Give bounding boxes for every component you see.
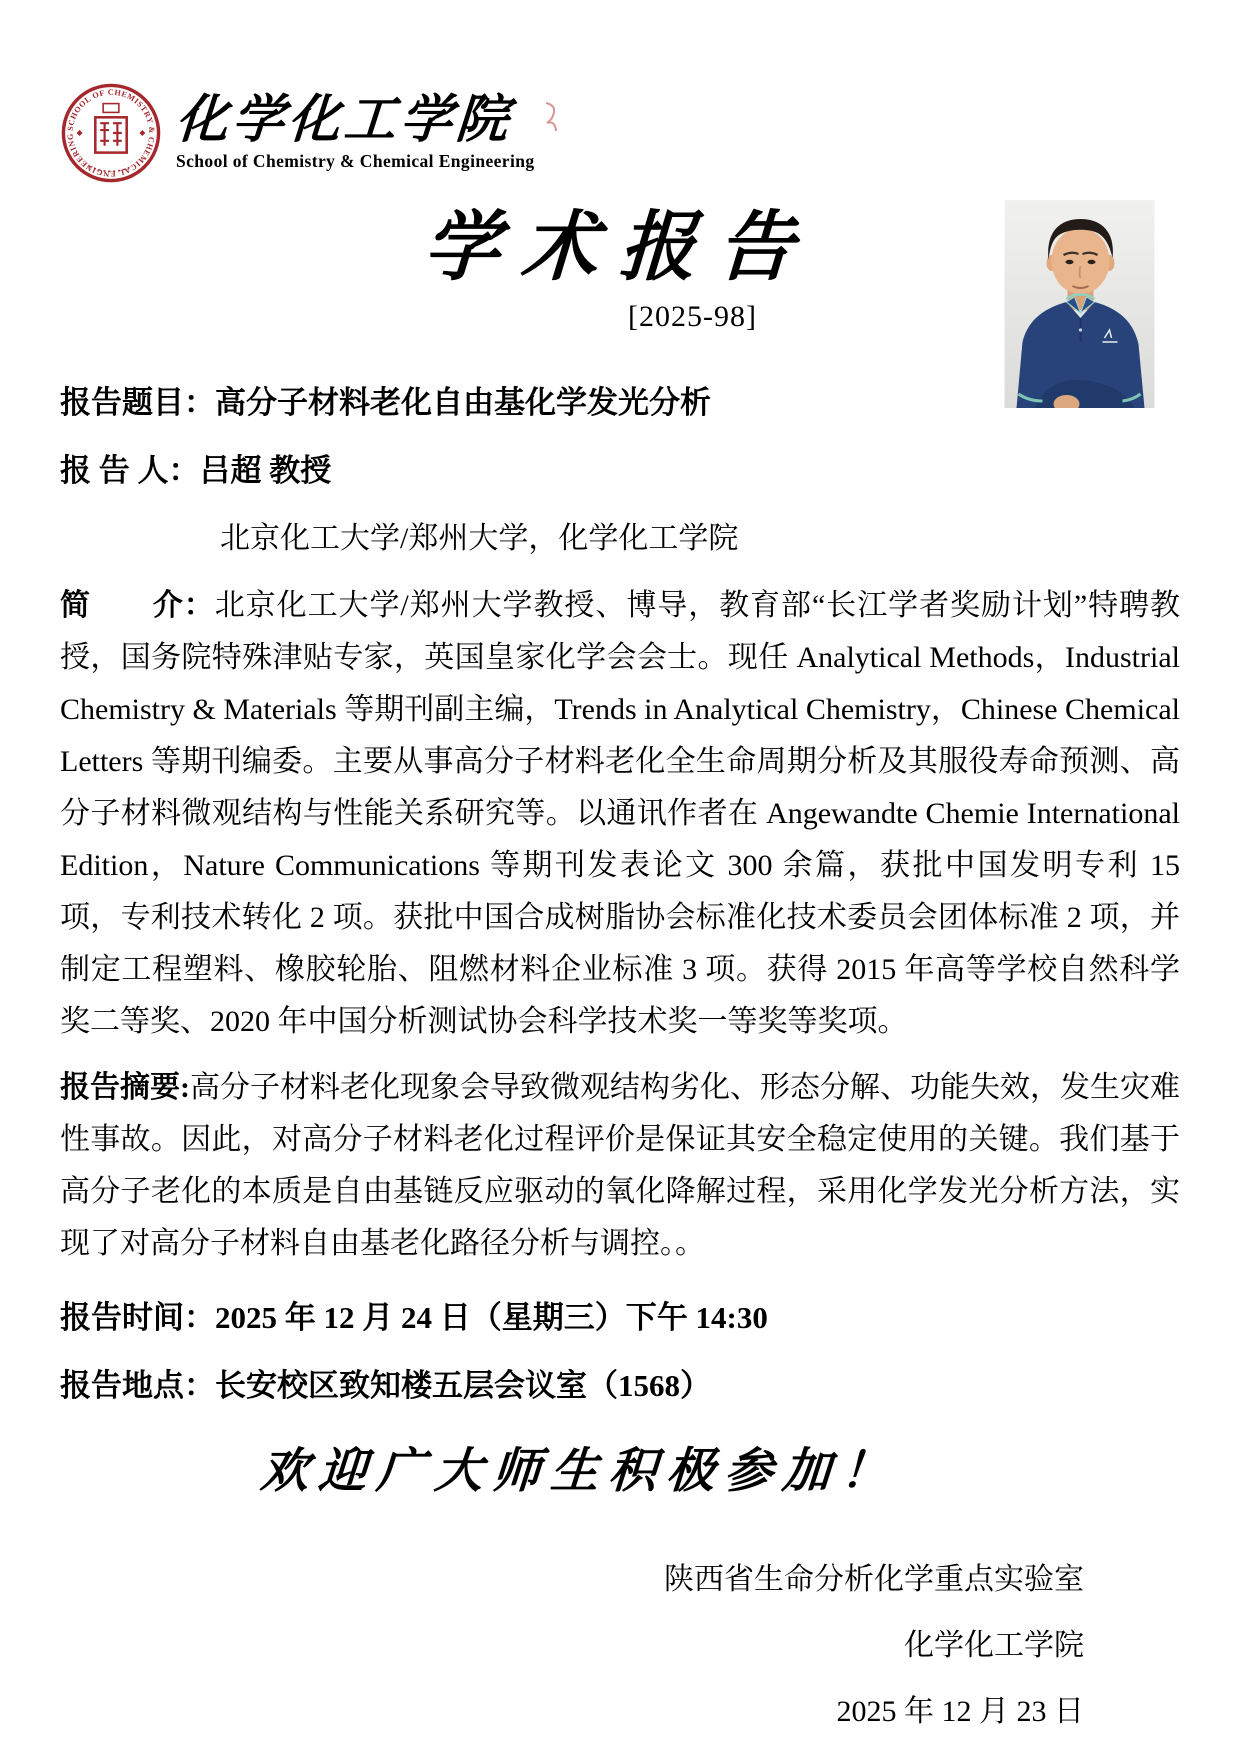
venue-label: 报告地点：	[60, 1368, 215, 1403]
abstract-label: 报告摘要:	[60, 1071, 190, 1104]
welcome-line: 欢迎广大师生积极参加！	[258, 1445, 901, 1498]
poster-footer	[664, 1562, 1084, 1754]
time-line	[60, 1296, 1180, 1340]
topic-line	[60, 382, 1180, 424]
affiliation-line: 北京化工大学/郑州大学，化学化工学院	[220, 522, 739, 555]
bio-text: 北京化工大学/郑州大学教授、博导，教育部“长江学者奖励计划”特聘教授，国务院特殊津贴专家，英国皇家化学会会士。现任 Analytical Methods，Industrial Chemistry & Materials 等期刊副主编，Trends in Analytical Chemistry，Chinese Chemical Letters 等期刊编委。主要从事高分子材料老化全生命周期分析及其服役寿命预测、高分子材料微观结构与性能关系研究等。以通讯作者在 Angewandte Chemie International Edition，Nature Communications 等期刊发表论文 300 余篇，获批中国发明专利 15 项，专利技术转化 2 项。获批中国合成树脂协会标准化技术委员会团体标准 2 项，并制定工程塑料、橡胶轮胎、阻燃材料企业标准 3 项。获得 2015 年高等学校自然科学奖二等奖、2020 年中国分析测试协会科学技术奖一等奖等奖项。	[60, 589, 1180, 1038]
school-name-en: School of Chemistry & Chemical Engineering	[176, 150, 535, 171]
topic-label: 报告题目：	[60, 385, 215, 420]
speaker-line	[60, 450, 1180, 492]
speaker-value: 吕超 教授	[199, 453, 332, 488]
issue-number: [2025-98]	[628, 300, 757, 333]
speaker-label: 报 告 人：	[60, 453, 200, 488]
abstract-paragraph	[60, 1062, 1180, 1270]
school-name-block	[176, 94, 535, 172]
time-label: 报告时间：	[60, 1300, 215, 1335]
bio-label: 简 介：	[60, 589, 215, 622]
issue-date: 2025 年 12 月 23 日	[836, 1695, 1084, 1728]
venue-value: 长安校区致知楼五层会议室（1568）	[215, 1368, 711, 1403]
speaker-photo	[1004, 200, 1155, 408]
school-seal-icon	[60, 82, 162, 184]
poster-body	[60, 382, 1180, 1501]
abstract-text: 高分子材料老化现象会导致微观结构劣化、形态分解、功能失效，发生灾难性事故。因此，对高分子材料老化过程评价是保证其安全稳定使用的关键。我们基于高分子老化的本质是自由基链反应驱动的氧化降解过程，采用化学发光分析方法，实现了对高分子材料自由基老化路径分析与调控。。	[60, 1071, 1180, 1260]
speaker-portrait-illustration	[1004, 200, 1155, 408]
school-logo	[60, 82, 561, 184]
school-name-zh: 化学化工学院	[174, 92, 515, 150]
time-value: 2025 年 12 月 24 日（星期三）下午 14:30	[215, 1300, 768, 1335]
bio-paragraph	[60, 580, 1180, 1048]
venue-line	[60, 1364, 1180, 1408]
seal-ring-text: SCHOOL OF CHEMISTRY & CHEMICAL ENGINEERING	[65, 87, 157, 179]
signature-seal-icon	[541, 99, 561, 137]
organizer-school: 化学化工学院	[904, 1629, 1084, 1662]
topic-value: 高分子材料老化自由基化学发光分析	[215, 385, 711, 420]
page-title: 学术报告	[421, 206, 818, 290]
organizer-lab: 陕西省生命分析化学重点实验室	[664, 1563, 1084, 1596]
